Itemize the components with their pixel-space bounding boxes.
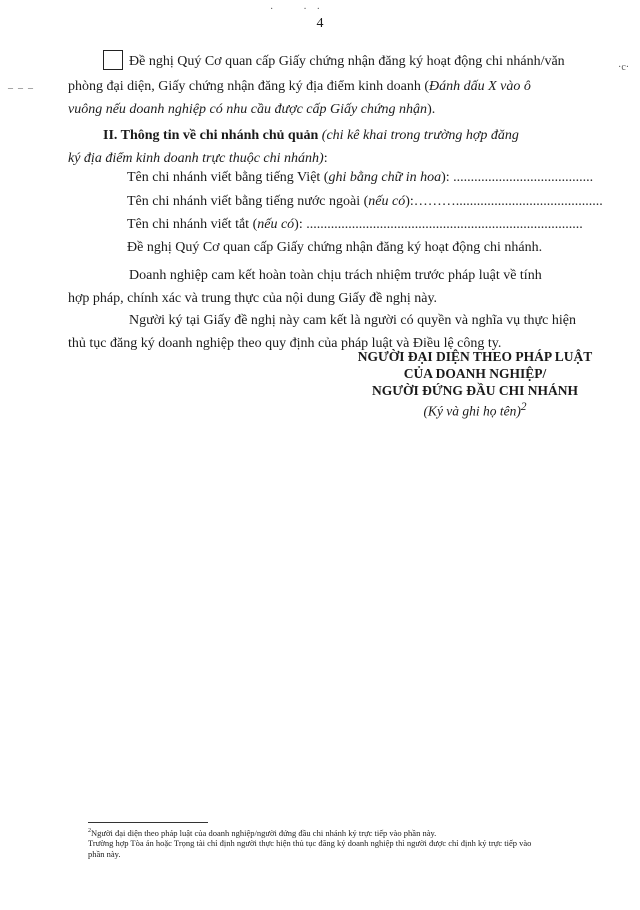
section-2-note-2: ký địa điểm kinh doanh trực thuộc chi nhánh) [68,151,324,166]
field-label: Tên chi nhánh viết bằng tiếng Việt ( [127,170,329,185]
commitment-2-continuation: thủ tục đăng ký doanh nghiệp theo quy định của pháp luật và Điều lệ công ty. [68,336,502,351]
footnote-line-1 [88,826,588,839]
checkbox-request-note-2: vuông nếu doanh nghiệp có nhu cầu được cấp Giấy chứng nhận [68,102,428,117]
signature-area[interactable] [330,430,620,610]
checkbox-request-text: Đề nghị Quý Cơ quan cấp Giấy chứng nhận đăng ký hoạt động chi nhánh/văn [129,54,565,69]
field-label: Tên chi nhánh viết tắt ( [127,217,258,232]
field-label: Tên chi nhánh viết bằng tiếng nước ngoài ( [127,194,369,209]
scan-artifact: ·c· [618,62,630,73]
field-label-end: ): [441,170,454,185]
signature-footnote-ref: 2 [520,401,527,413]
footnote-text-1: Người đại diện theo pháp luật của doanh nghiệp/người đứng đầu chi nhánh ký trực tiếp vào phần này. [91,827,437,838]
commitment-1 [103,264,587,287]
scan-artifact: – – – [8,83,33,94]
checkbox-request-continuation [68,75,588,121]
commitment-1-continuation: hợp pháp, chính xác và trung thực của nội dung Giấy đề nghị này. [68,291,438,306]
field-input-dots[interactable]: ……….......................................... [413,194,603,209]
footnote-line-2: Trường hợp Tòa án hoặc Trọng tài chỉ định người thực hiện thủ tục đăng ký doanh nghiệp thì người được chỉ định ký trực tiếp vào [88,838,532,848]
checkbox-request-text-2: phòng đại diện, Giấy chứng nhận đăng ký địa điểm kinh doanh ( [68,79,430,94]
branch-certificate-request: Đề nghị Quý Cơ quan cấp Giấy chứng nhận đăng ký hoạt động chi nhánh. [127,240,543,255]
field-label-end: ): [294,217,307,232]
signature-title-1: NGƯỜI ĐẠI DIỆN THEO PHÁP LUẬT [357,349,593,364]
field-label-note: nếu có [257,217,295,232]
section-2-title: II. Thông tin về chi nhánh chủ quản [103,128,319,143]
signature-title-3: NGƯỜI ĐỨNG ĐẦU CHI NHÁNH [372,383,578,398]
certificate-request-checkbox[interactable] [103,50,123,70]
field-label-note: nếu có [368,194,406,209]
field-input-dots[interactable]: ........................................ [453,170,594,185]
signature-note [315,399,635,420]
commitment-1-line-1: Doanh nghiệp cam kết hoàn toàn chịu trách nhiệm trước pháp luật về tính [129,268,542,283]
field-label-note: ghi bằng chữ in hoa [328,170,442,185]
section-2-note-1: (chi kê khai trong trường hợp đăng [318,128,519,143]
footnote-divider [88,822,208,823]
field-branch-name-abbreviation [127,215,583,235]
field-input-dots[interactable]: ............................................................................... [306,217,583,232]
checkbox-request-line [103,50,587,73]
commitment-2 [103,309,587,332]
checkbox-request-note-1: Đánh dấu X vào ô [429,79,531,94]
section-2-colon: : [323,151,328,166]
field-branch-name-foreign [127,192,603,212]
commitment-2-line-1: Người ký tại Giấy đề nghị này cam kết là người có quyền và nghĩa vụ thực hiện [129,313,576,328]
signature-note-text: (Ký và ghi họ tên) [423,403,521,419]
section-2-heading-continuation [68,147,588,170]
field-label-end: ): [405,194,414,209]
footnote-marker: 2 [88,828,91,834]
field-branch-name-vietnamese [127,168,593,188]
signature-block [315,348,635,420]
signature-title-2: CỦA DOANH NGHIỆP/ [403,366,547,381]
section-2-heading [103,124,587,147]
footnote-line-3: phần này. [88,849,121,859]
scan-artifact: · · · [270,4,320,15]
page-number: 4 [316,16,324,31]
checkbox-request-suffix: ). [427,102,436,117]
